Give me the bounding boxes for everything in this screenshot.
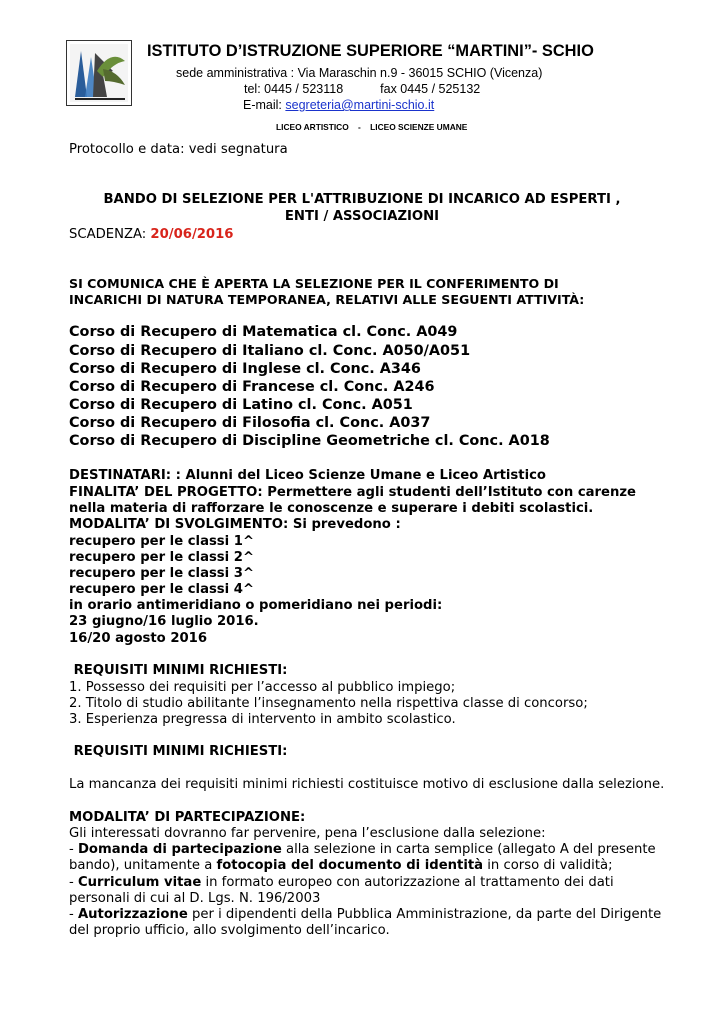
deadline bbox=[69, 227, 233, 242]
detail-line: DESTINATARI: : Alunni del Liceo Scienze Umane e Liceo Artistico bbox=[69, 468, 546, 483]
participation-text: bando), unitamente a bbox=[69, 858, 217, 873]
bando-title-line-1: BANDO DI SELEZIONE PER L'ATTRIBUZIONE DI INCARICO AD ESPERTI , bbox=[103, 192, 621, 207]
requirements-heading-2: REQUISITI MINIMI RICHIESTI: bbox=[69, 744, 288, 759]
detail-line: 23 giugno/16 luglio 2016. bbox=[69, 614, 259, 629]
email-label: E-mail: bbox=[243, 98, 282, 112]
intro-line-2: INCARICHI DI NATURA TEMPORANEA, RELATIVI ALLE SEGUENTI ATTIVITÀ: bbox=[69, 292, 585, 307]
school-logo bbox=[66, 40, 132, 106]
course-item: Corso di Recupero di Inglese cl. Conc. A346 bbox=[69, 361, 421, 377]
email-line bbox=[243, 98, 434, 112]
participation-text: per i dipendenti della Pubblica Amministrazione, da parte del Dirigente bbox=[187, 907, 662, 922]
detail-line: recupero per le classi 4^ bbox=[69, 582, 254, 597]
participation-line: del proprio ufficio, allo svolgimento dell’incarico. bbox=[69, 923, 390, 938]
email-link[interactable]: segreteria@martini-schio.it bbox=[285, 98, 435, 112]
participation-line bbox=[69, 907, 661, 922]
course-item: Corso di Recupero di Francese cl. Conc. A246 bbox=[69, 379, 435, 395]
school-address: sede amministrativa : Via Maraschin n.9 - 36015 SCHIO (Vicenza) bbox=[176, 66, 543, 80]
course-item: Corso di Recupero di Filosofia cl. Conc. A037 bbox=[69, 415, 431, 431]
requirements-heading: REQUISITI MINIMI RICHIESTI: bbox=[69, 663, 288, 678]
participation-line bbox=[69, 875, 614, 890]
detail-line: nella materia di rafforzare le conoscenze e superare i debiti scolastici. bbox=[69, 501, 594, 516]
course-item: Corso di Recupero di Latino cl. Conc. A051 bbox=[69, 397, 413, 413]
bando-title-line-2: ENTI / ASSOCIAZIONI bbox=[284, 209, 440, 224]
detail-line: recupero per le classi 3^ bbox=[69, 566, 254, 581]
participation-text: in corso di validità; bbox=[483, 858, 613, 873]
participation-line: personali di cui al D. Lgs. N. 196/2003 bbox=[69, 891, 321, 906]
cv-label: Curriculum vitae bbox=[77, 875, 202, 890]
id-copy-label: fotocopia del documento di identità bbox=[216, 858, 484, 873]
intro-line-1: SI COMUNICA CHE È APERTA LA SELEZIONE PER IL CONFERIMENTO DI bbox=[69, 276, 559, 291]
course-item: Corso di Recupero di Discipline Geometriche cl. Conc. A018 bbox=[69, 433, 550, 449]
logo-graphic bbox=[67, 41, 131, 105]
deadline-label: SCADENZA: bbox=[69, 227, 151, 242]
detail-line: in orario antimeridiano o pomeridiano nei periodi: bbox=[69, 598, 443, 613]
requirement-item: 1. Possesso dei requisiti per l’accesso al pubblico impiego; bbox=[69, 680, 456, 695]
bullet-dash: - bbox=[69, 842, 78, 857]
application-form-label: Domanda di partecipazione bbox=[77, 842, 282, 857]
detail-line: recupero per le classi 1^ bbox=[69, 534, 254, 549]
bullet-dash: - bbox=[69, 875, 78, 890]
detail-line: FINALITA’ DEL PROGETTO: Permettere agli studenti dell’Istituto con carenze bbox=[69, 485, 636, 500]
phone-fax-line bbox=[244, 82, 480, 96]
detail-line: MODALITA’ DI SVOLGIMENTO: Si prevedono : bbox=[69, 517, 401, 532]
detail-line: 16/20 agosto 2016 bbox=[69, 631, 208, 646]
course-item: Corso di Recupero di Italiano cl. Conc. A050/A051 bbox=[69, 343, 471, 359]
participation-text: in formato europeo con autorizzazione al trattamento dei dati bbox=[201, 875, 614, 890]
fax-number: fax 0445 / 525132 bbox=[380, 82, 481, 96]
exclusion-note: La mancanza dei requisiti minimi richiesti costituisce motivo di esclusione dalla selezione. bbox=[69, 777, 665, 792]
requirement-item: 3. Esperienza pregressa di intervento in ambito scolastico. bbox=[69, 712, 456, 727]
school-name: ISTITUTO D’ISTRUZIONE SUPERIORE “MARTINI”- SCHIO bbox=[147, 42, 594, 60]
participation-line bbox=[69, 842, 656, 857]
participation-intro: Gli interessati dovranno far pervenire, pena l’esclusione dalla selezione: bbox=[69, 826, 546, 841]
authorization-label: Autorizzazione bbox=[77, 907, 188, 922]
bullet-dash: - bbox=[69, 907, 78, 922]
detail-line: recupero per le classi 2^ bbox=[69, 550, 254, 565]
participation-line bbox=[69, 858, 613, 873]
course-item: Corso di Recupero di Matematica cl. Conc. A049 bbox=[69, 324, 458, 340]
requirement-item: 2. Titolo di studio abilitante l’insegnamento nella rispettiva classe di concorso; bbox=[69, 696, 588, 711]
participation-text: alla selezione in carta semplice (allegato A del presente bbox=[281, 842, 656, 857]
phone-number: tel: 0445 / 523118 bbox=[244, 82, 344, 96]
participation-heading: MODALITA’ DI PARTECIPAZIONE: bbox=[69, 810, 306, 825]
deadline-date: 20/06/2016 bbox=[150, 227, 234, 242]
protocol-note: Protocollo e data: vedi segnatura bbox=[69, 142, 288, 157]
school-branches: LICEO ARTISTICO - LICEO SCIENZE UMANE bbox=[276, 122, 468, 132]
